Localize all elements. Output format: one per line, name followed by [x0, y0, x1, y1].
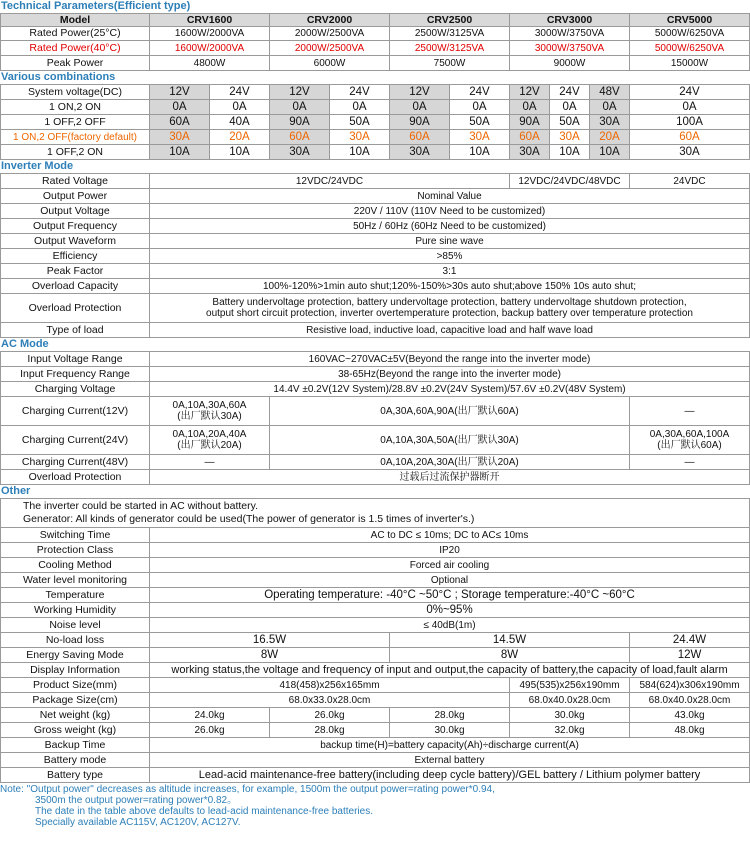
humidity-row — [1, 603, 750, 618]
cell: 100A — [630, 115, 750, 130]
combo-label: 1 ON,2 OFF(factory default) — [1, 130, 150, 145]
overload-protection-label: Overload Protection — [1, 294, 150, 323]
cell: 0A — [510, 100, 550, 115]
cell: 30A — [590, 115, 630, 130]
cell: 8W — [390, 648, 630, 663]
section-title-tech: Technical Parameters(Efficient type) — [1, 0, 191, 12]
rated-power-40-label: Rated Power(40°C) — [1, 41, 150, 56]
cell: 9000W — [510, 56, 630, 71]
switching-label: Switching Time — [1, 528, 150, 543]
ac-overload-row — [1, 470, 750, 485]
cell: 50A — [450, 115, 510, 130]
cell-line: 0A,10A,30A,60A — [172, 400, 247, 411]
spec-value: Pure sine wave — [150, 234, 750, 249]
cell: 7500W — [390, 56, 510, 71]
cell: 0A — [550, 100, 590, 115]
input-voltage-value: 160VAC~270VAC±5V(Beyond the range into the inverter mode) — [150, 352, 750, 367]
cell: 6000W — [270, 56, 390, 71]
protection-value: IP20 — [150, 543, 750, 558]
cell-line: (出厂默认20A) — [177, 440, 242, 451]
spec-row — [1, 219, 750, 234]
combo-row — [1, 115, 750, 130]
cell: 10A — [210, 145, 270, 160]
overload-protection-line: output short circuit protection, inverter overtemperature protection, backup battery over temperature protection — [206, 308, 693, 319]
peak-power-label: Peak Power — [1, 56, 150, 71]
temperature-value: Operating temperature: -40°C ~50°C ; Storage temperature:-40°C ~60°C — [150, 588, 750, 603]
backup-row — [1, 738, 750, 753]
cell: 60A — [150, 115, 210, 130]
temperature-label: Temperature — [1, 588, 150, 603]
cell: 5000W/6250VA — [630, 41, 750, 56]
charging-voltage-value: 14.4V ±0.2V(12V System)/28.8V ±0.2V(24V System)/57.6V ±0.2V(48V System) — [150, 382, 750, 397]
spec-row — [1, 204, 750, 219]
overload-protection-line: Battery undervoltage protection, battery undervoltage protection, battery undervoltage shutdown protection, — [212, 297, 687, 308]
cell: 12V — [270, 85, 330, 100]
noise-row — [1, 618, 750, 633]
load-type-label: Type of load — [1, 323, 150, 338]
model-name: CRV2500 — [390, 14, 510, 27]
cell: 68.0x33.0x28.0cm — [150, 693, 510, 708]
combo-label: 1 OFF,2 ON — [1, 145, 150, 160]
charging-current-48v-label: Charging Current(48V) — [1, 455, 150, 470]
cell — [150, 426, 270, 455]
gross-weight-row — [1, 723, 750, 738]
spec-value: Nominal Value — [150, 189, 750, 204]
cell: 28.0kg — [270, 723, 390, 738]
cell: 8W — [150, 648, 390, 663]
package-size-label: Package Size(cm) — [1, 693, 150, 708]
cell: 0A,30A,60A,90A(出厂默认60A) — [270, 397, 630, 426]
spec-label: Output Power — [1, 189, 150, 204]
ac-overload-value: 过载后过流保护器断开 — [150, 470, 750, 485]
cell: 12VDC/24VDC — [150, 174, 510, 189]
cell: 60A — [510, 130, 550, 145]
battery-mode-value: External battery — [150, 753, 750, 768]
rated-voltage-label: Rated Voltage — [1, 174, 150, 189]
cell: 2000W/2500VA — [270, 27, 390, 41]
cooling-label: Cooling Method — [1, 558, 150, 573]
product-size-row — [1, 678, 750, 693]
spec-row — [1, 249, 750, 264]
cell: 0A,10A,30A,50A(出厂默认30A) — [270, 426, 630, 455]
saving-label: Energy Saving Mode — [1, 648, 150, 663]
battery-type-value: Lead-acid maintenance-free battery(including deep cycle battery)/GEL battery / Lithium polymer battery — [150, 768, 750, 783]
model-name: CRV2000 — [270, 14, 390, 27]
cell: 10A — [450, 145, 510, 160]
rated-power-25-row — [1, 27, 750, 41]
combo-label: 1 ON,2 ON — [1, 100, 150, 115]
spec-row — [1, 264, 750, 279]
cell: 2500W/3125VA — [390, 41, 510, 56]
cell: 12V — [150, 85, 210, 100]
cell: 0A,10A,20A,30A(出厂默认20A) — [270, 455, 630, 470]
cell: 12W — [630, 648, 750, 663]
input-frequency-label: Input Frequency Range — [1, 367, 150, 382]
cell: 30A — [550, 130, 590, 145]
combo-label: 1 OFF,2 OFF — [1, 115, 150, 130]
intro-line: The inverter could be started in AC without battery. — [23, 500, 259, 512]
input-frequency-row — [1, 367, 750, 382]
cell: 0A — [210, 100, 270, 115]
combo-label: System voltage(DC) — [1, 85, 150, 100]
backup-value: backup time(H)=battery capacity(Ah)÷discharge current(A) — [150, 738, 750, 753]
battery-mode-label: Battery mode — [1, 753, 150, 768]
package-size-row — [1, 693, 750, 708]
cell: 24V — [630, 85, 750, 100]
saving-row — [1, 648, 750, 663]
water-label: Water level monitoring — [1, 573, 150, 588]
cell: 24V — [330, 85, 390, 100]
cell: 0A — [450, 100, 510, 115]
charging-current-12v-label: Charging Current(12V) — [1, 397, 150, 426]
combo-row — [1, 100, 750, 115]
cell: 24.0kg — [150, 708, 270, 723]
temperature-row — [1, 588, 750, 603]
spec-value: 50Hz / 60Hz (60Hz Need to be customized) — [150, 219, 750, 234]
cell: 43.0kg — [630, 708, 750, 723]
switching-row — [1, 528, 750, 543]
cell: 495(535)x256x190mm — [510, 678, 630, 693]
cell: 60A — [270, 130, 330, 145]
combo-row-factory-default — [1, 130, 750, 145]
rated-voltage-row — [1, 174, 750, 189]
intro-cell — [1, 499, 750, 528]
cell: 28.0kg — [390, 708, 510, 723]
cell: 2000W/2500VA — [270, 41, 390, 56]
model-label: Model — [1, 14, 150, 27]
spec-label: Overload Capacity — [1, 279, 150, 294]
spec-label: Output Frequency — [1, 219, 150, 234]
spec-label: Peak Factor — [1, 264, 150, 279]
cell: 90A — [390, 115, 450, 130]
other-table — [0, 498, 750, 783]
cell: 30A — [450, 130, 510, 145]
switching-value: AC to DC ≤ 10ms; DC to AC≤ 10ms — [150, 528, 750, 543]
cell: 12V — [390, 85, 450, 100]
cell: 12VDC/24VDC/48VDC — [510, 174, 630, 189]
cell: 0A — [330, 100, 390, 115]
section-title-ac: AC Mode — [1, 338, 49, 350]
section-title-other: Other — [1, 485, 31, 497]
rated-power-40-row — [1, 41, 750, 56]
charging-current-12v-row — [1, 397, 750, 426]
charging-current-24v-label: Charging Current(24V) — [1, 426, 150, 455]
input-frequency-value: 38-65Hz(Beyond the range into the inverter mode) — [150, 367, 750, 382]
cell: — — [630, 397, 750, 426]
spec-row — [1, 189, 750, 204]
cell: 10A — [150, 145, 210, 160]
cell: 68.0x40.0x28.0cm — [510, 693, 630, 708]
cell: 30A — [330, 130, 390, 145]
cell: 20A — [210, 130, 270, 145]
cell: 0A — [390, 100, 450, 115]
humidity-value: 0%~95% — [150, 603, 750, 618]
intro-line: Generator: All kinds of generator could be used(The power of generator is 1.5 times of inverter's.) — [23, 513, 475, 525]
ac-overload-label: Overload Protection — [1, 470, 150, 485]
cell: 0A — [150, 100, 210, 115]
cell: 10A — [330, 145, 390, 160]
cell: 24V — [450, 85, 510, 100]
peak-power-row — [1, 56, 750, 71]
cell: 10A — [550, 145, 590, 160]
spec-value: 100%-120%>1min auto shut;120%-150%>30s auto shut;above 150% 10s auto shut; — [150, 279, 750, 294]
cell: 2500W/3125VA — [390, 27, 510, 41]
cell: 20A — [590, 130, 630, 145]
water-value: Optional — [150, 573, 750, 588]
combo-row — [1, 85, 750, 100]
battery-mode-row — [1, 753, 750, 768]
cell: 48.0kg — [630, 723, 750, 738]
cell: 0A — [270, 100, 330, 115]
cell-line: (出厂默认60A) — [657, 440, 722, 451]
cell: 50A — [550, 115, 590, 130]
cell: 90A — [270, 115, 330, 130]
cooling-row — [1, 558, 750, 573]
charging-current-24v-row — [1, 426, 750, 455]
spec-label: Output Waveform — [1, 234, 150, 249]
noise-label: Noise level — [1, 618, 150, 633]
spec-label: Efficiency — [1, 249, 150, 264]
cell: 10A — [590, 145, 630, 160]
cell: 418(458)x256x165mm — [150, 678, 510, 693]
cell: 30.0kg — [390, 723, 510, 738]
input-voltage-row — [1, 352, 750, 367]
cell-line: 0A,30A,60A,100A — [649, 429, 730, 440]
notes — [0, 784, 750, 828]
net-weight-row — [1, 708, 750, 723]
cell: 24.4W — [630, 633, 750, 648]
noload-label: No-load loss — [1, 633, 150, 648]
spec-row — [1, 279, 750, 294]
cell-line: (出厂默认30A) — [177, 411, 242, 422]
charging-voltage-row — [1, 382, 750, 397]
cell: 12V — [510, 85, 550, 100]
cell: 24VDC — [630, 174, 750, 189]
charging-voltage-label: Charging Voltage — [1, 382, 150, 397]
cell: 60A — [390, 130, 450, 145]
spec-label: Output Voltage — [1, 204, 150, 219]
section-title-inverter: Inverter Mode — [1, 160, 74, 172]
cell — [630, 426, 750, 455]
note-line: 3500m the output power=rating power*0.82。 — [35, 795, 238, 806]
display-row — [1, 663, 750, 678]
cell: — — [150, 455, 270, 470]
cell: 50A — [330, 115, 390, 130]
cell: 14.5W — [390, 633, 630, 648]
cell: 26.0kg — [270, 708, 390, 723]
rated-power-25-label: Rated Power(25°C) — [1, 27, 150, 41]
overload-protection-row — [1, 294, 750, 323]
cell: 68.0x40.0x28.0cm — [630, 693, 750, 708]
charging-current-48v-row — [1, 455, 750, 470]
display-value: working status,the voltage and frequency of input and output,the capacity of battery,the capacity of load,fault alarm — [150, 663, 750, 678]
cell: 1600W/2000VA — [150, 27, 270, 41]
product-size-label: Product Size(mm) — [1, 678, 150, 693]
load-type-value: Resistive load, inductive load, capacitive load and half wave load — [150, 323, 750, 338]
cell: 30A — [270, 145, 330, 160]
cell: 30A — [630, 145, 750, 160]
cell — [150, 397, 270, 426]
model-name: CRV3000 — [510, 14, 630, 27]
cell: 30.0kg — [510, 708, 630, 723]
cell: 3000W/3750VA — [510, 41, 630, 56]
cell: 4800W — [150, 56, 270, 71]
display-label: Display Information — [1, 663, 150, 678]
ac-table — [0, 351, 750, 485]
gross-weight-label: Gross weight (kg) — [1, 723, 150, 738]
battery-type-row — [1, 768, 750, 783]
cell: — — [630, 455, 750, 470]
overload-protection-value — [150, 294, 750, 323]
noise-value: ≤ 40dB(1m) — [150, 618, 750, 633]
input-voltage-label: Input Voltage Range — [1, 352, 150, 367]
cell: 90A — [510, 115, 550, 130]
water-row — [1, 573, 750, 588]
spec-value: 3:1 — [150, 264, 750, 279]
load-type-row — [1, 323, 750, 338]
intro-row — [1, 499, 750, 528]
net-weight-label: Net weight (kg) — [1, 708, 150, 723]
spec-row — [1, 234, 750, 249]
cell: 15000W — [630, 56, 750, 71]
cell: 60A — [630, 130, 750, 145]
cell: 24V — [210, 85, 270, 100]
humidity-label: Working Humidity — [1, 603, 150, 618]
section-title-combinations: Various combinations — [1, 71, 116, 83]
cell: 16.5W — [150, 633, 390, 648]
note-line: The date in the table above defaults to lead-acid maintenance-free batteries. — [35, 806, 373, 817]
cell: 30A — [150, 130, 210, 145]
model-table — [0, 13, 750, 71]
protection-row — [1, 543, 750, 558]
cell: 5000W/6250VA — [630, 27, 750, 41]
cell: 24V — [550, 85, 590, 100]
protection-label: Protection Class — [1, 543, 150, 558]
note-line: Note: "Output power" decreases as altitude increases, for example, 1500m the output power=rating power*0.94, — [0, 784, 495, 795]
cell: 30A — [510, 145, 550, 160]
cell: 48V — [590, 85, 630, 100]
cell: 30A — [390, 145, 450, 160]
inverter-table — [0, 173, 750, 338]
combination-table — [0, 84, 750, 160]
cell: 1600W/2000VA — [150, 41, 270, 56]
model-name: CRV1600 — [150, 14, 270, 27]
note-line: Specially available AC115V, AC120V, AC127V. — [35, 817, 241, 828]
cooling-value: Forced air cooling — [150, 558, 750, 573]
spec-value: >85% — [150, 249, 750, 264]
model-header-row — [1, 14, 750, 27]
cell: 26.0kg — [150, 723, 270, 738]
cell: 0A — [590, 100, 630, 115]
cell: 40A — [210, 115, 270, 130]
cell: 584(624)x306x190mm — [630, 678, 750, 693]
backup-label: Backup Time — [1, 738, 150, 753]
noload-row — [1, 633, 750, 648]
cell: 0A — [630, 100, 750, 115]
combo-row — [1, 145, 750, 160]
model-name: CRV5000 — [630, 14, 750, 27]
cell: 3000W/3750VA — [510, 27, 630, 41]
cell-line: 0A,10A,20A,40A — [172, 429, 247, 440]
cell: 32.0kg — [510, 723, 630, 738]
spec-value: 220V / 110V (110V Need to be customized) — [150, 204, 750, 219]
battery-type-label: Battery type — [1, 768, 150, 783]
